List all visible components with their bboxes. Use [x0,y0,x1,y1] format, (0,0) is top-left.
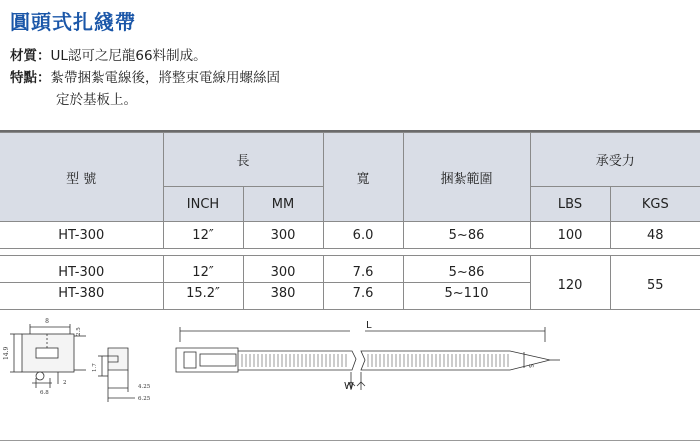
dim-label-14-9: 14.9 [3,346,10,360]
page-title: 圓頭式扎綫帶 [10,10,136,34]
cell-mm: 380 [243,283,323,310]
material-label: 材質： [10,48,51,64]
header-bundle-range: 捆紮範圍 [403,133,530,222]
cell-kgs: 55 [610,256,700,310]
spec-table [0,132,700,310]
cell-inch: 15.2″ [163,283,243,310]
head-front-view [10,324,86,388]
material-spec [10,46,207,66]
cell-model: HT-300 [0,256,163,283]
dim-label-8: 8 [45,318,49,325]
header-mm: MM [243,187,323,222]
table-row [0,256,700,283]
cell-lbs: 120 [530,256,610,310]
cell-kgs: 48 [610,222,700,249]
header-length: 長 [163,133,323,187]
dim-label-4-25: 4.25 [138,384,151,390]
dim-label-2-5: 2.5 [76,327,82,336]
cell-inch: 12″ [163,222,243,249]
cell-lbs: 100 [530,222,610,249]
tie-teeth [242,354,508,367]
cell-range: 5~110 [403,283,530,310]
cell-inch: 12″ [163,256,243,283]
header-tensile: 承受力 [530,133,700,187]
cell-model: HT-300 [0,222,163,249]
header-inch: INCH [163,187,243,222]
table-row [0,222,700,249]
cell-mm: 300 [243,222,323,249]
material-text: UL認可之尼龍66料制成。 [50,48,207,64]
cell-range: 5~86 [403,256,530,283]
dim-label-S: S [527,364,534,368]
feature-spec-cont [56,90,137,110]
cell-width: 7.6 [323,256,403,283]
bottom-rule [0,440,700,441]
dim-label-W: W [344,381,354,392]
header-width: 寬 [323,133,403,222]
head-side-view [98,348,135,402]
dim-label-6-25: 6.25 [138,396,151,402]
technical-drawing [0,312,700,448]
dim-label-2: 2 [63,380,67,386]
header-lbs: LBS [530,187,610,222]
cell-width: 6.0 [323,222,403,249]
header-model: 型 號 [0,133,163,222]
header-kgs: KGS [610,187,700,222]
dim-label-L: L [366,320,372,331]
cell-range: 5~86 [403,222,530,249]
cell-model: HT-380 [0,283,163,310]
feature-text-line2: 定於基板上。 [56,92,137,108]
feature-spec [10,68,280,88]
dim-label-6-8: 6.8 [40,390,49,396]
cell-mm: 300 [243,256,323,283]
dim-label-1-7: 1.7 [92,363,98,372]
table-gap [0,249,700,256]
cell-width: 7.6 [323,283,403,310]
feature-text-line1: 紮帶捆紮電線後，將整束電線用螺絲固 [50,70,280,86]
feature-label: 特點： [10,70,51,86]
